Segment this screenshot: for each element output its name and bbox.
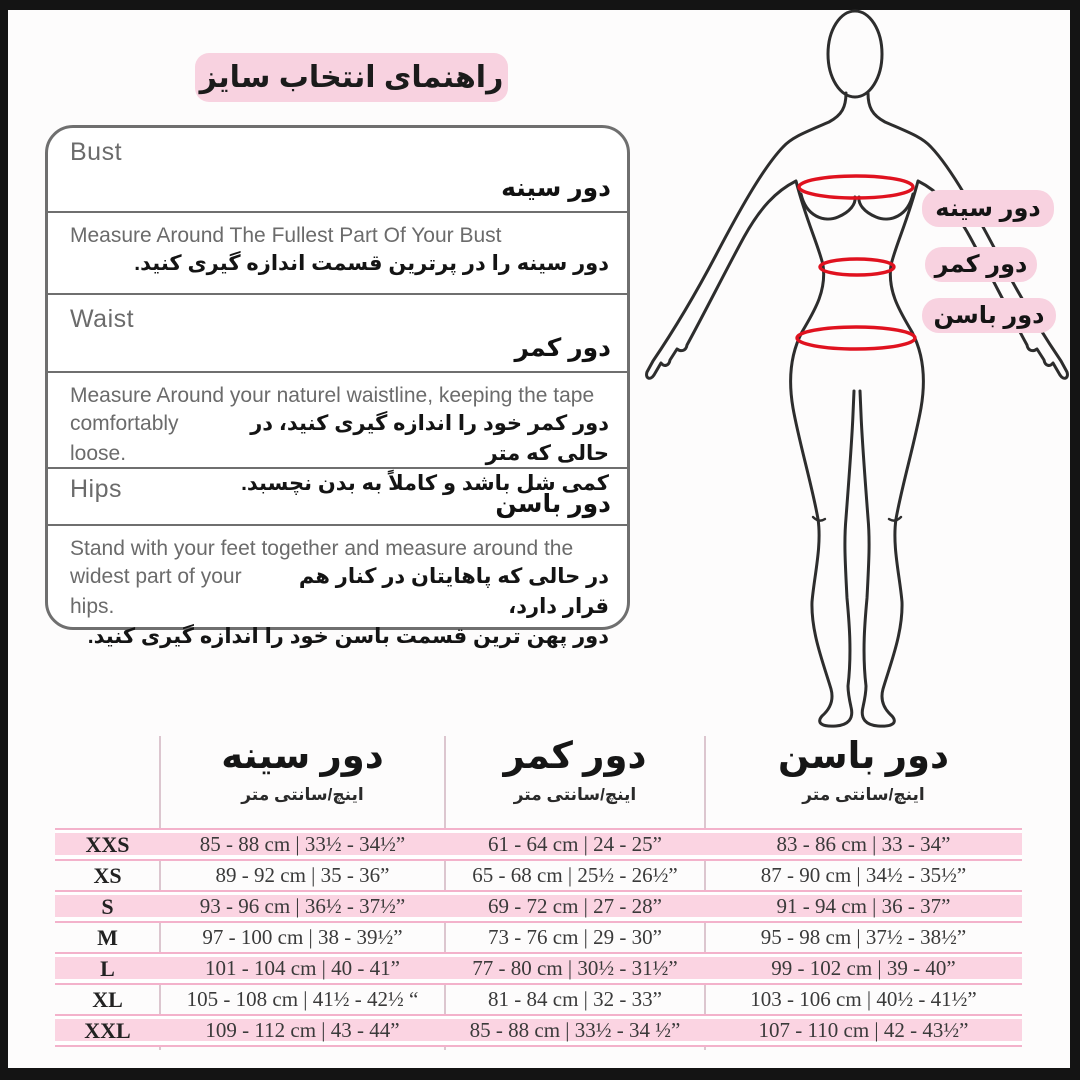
size-label: XXS	[85, 831, 130, 857]
hips-title-en: Hips	[70, 475, 123, 503]
size-label: XS	[93, 862, 122, 888]
page-title: راهنمای انتخاب سایز	[195, 53, 508, 102]
hips-desc-fa-1: در حالی که پاهایتان در کنار هم قرار دارد،	[298, 565, 609, 618]
poster-content	[8, 10, 1070, 1068]
waist-value: 61 - 64 cm | 24 - 25”	[488, 832, 662, 856]
hips-desc-en-1: Stand with your feet together and measure around the	[70, 537, 574, 560]
waist-value: 65 - 68 cm | 25½ - 26½”	[472, 863, 678, 887]
bust-value: 85 - 88 cm | 33½ - 34½”	[199, 832, 406, 856]
waist-value: 69 - 72 cm | 27 - 28”	[488, 894, 662, 918]
waist-value: 77 - 80 cm | 30½ - 31½”	[472, 956, 678, 980]
table-row-m	[55, 923, 1022, 954]
bust-value: 101 - 104 cm | 40 - 41”	[205, 956, 400, 980]
hips-value: 95 - 98 cm | 37½ - 38½”	[760, 925, 967, 949]
bust-title-en: Bust	[70, 138, 123, 166]
waist-value: 81 - 84 cm | 32 - 33”	[488, 987, 662, 1011]
hips-title-fa: دور باسن	[495, 490, 611, 518]
waist-desc-fa-2: کمی شل باشد و کاملاً به بدن نچسبد.	[241, 472, 609, 495]
hips-value: 91 - 94 cm | 36 - 37”	[776, 894, 951, 918]
table-row-xl	[55, 985, 1022, 1016]
table-header-waist-units: اینچ/سانتی متر	[513, 785, 637, 804]
table-row-xxl	[55, 1016, 1022, 1047]
table-header-waist	[445, 736, 705, 805]
bust-value: 93 - 96 cm | 36½ - 37½”	[199, 894, 406, 918]
hips-value: 107 - 110 cm | 42 - 43½”	[758, 1018, 969, 1042]
hips-value: 83 - 86 cm | 33 - 34”	[776, 832, 951, 856]
bust-value: 89 - 92 cm | 35 - 36”	[215, 863, 390, 887]
bust-value: 97 - 100 cm | 38 - 39½”	[202, 925, 403, 949]
size-label: XXL	[84, 1017, 131, 1043]
waist-value: 85 - 88 cm | 33½ - 34 ½”	[469, 1018, 681, 1042]
waist-desc-en-1: Measure Around your naturel waistline, keeping the tape	[70, 384, 595, 407]
waist-desc-en-2: comfortably loose.	[70, 412, 179, 465]
size-label: XL	[92, 986, 123, 1012]
table-header-bust-title: دور سینه	[221, 735, 384, 776]
table-header-waist-title: دور کمر	[503, 735, 647, 776]
bust-title-fa: دور سینه	[501, 174, 611, 202]
table-header-hips-units: اینچ/سانتی متر	[802, 785, 925, 804]
table-header-bust	[160, 736, 445, 805]
table-row-s	[55, 892, 1022, 923]
figure-label-hips: دور باسن	[922, 298, 1056, 333]
size-table	[55, 828, 1022, 1047]
table-row-xs	[55, 861, 1022, 892]
table-header-bust-units: اینچ/سانتی متر	[241, 785, 364, 804]
table-header-hips	[705, 736, 1022, 805]
table-row-l	[55, 954, 1022, 985]
size-label: M	[97, 924, 118, 950]
hips-desc-en-2: widest part of your hips.	[70, 565, 242, 618]
size-label: L	[100, 955, 115, 981]
bust-value: 105 - 108 cm | 41½ - 42½ “	[186, 987, 419, 1011]
hips-desc-fa-2: دور پهن ترین قسمت باسن خود را اندازه گیری کنید.	[87, 625, 609, 648]
table-header-hips-title: دور باسن	[777, 735, 950, 776]
hips-value: 87 - 90 cm | 34½ - 35½”	[760, 863, 967, 887]
size-label: S	[101, 893, 114, 919]
table-row-xxs	[55, 830, 1022, 861]
bust-value: 109 - 112 cm | 43 - 44”	[205, 1018, 400, 1042]
bust-desc-fa: دور سینه را در پرترین قسمت اندازه گیری کنید.	[134, 252, 609, 275]
waist-title-en: Waist	[70, 305, 135, 333]
waist-title-fa: دور کمر	[514, 334, 611, 362]
hips-value: 99 - 102 cm | 39 - 40”	[771, 956, 956, 980]
hips-value: 103 - 106 cm | 40½ - 41½”	[750, 987, 977, 1011]
bust-desc-en: Measure Around The Fullest Part Of Your Bust	[70, 224, 502, 247]
waist-value: 73 - 76 cm | 29 - 30”	[488, 925, 662, 949]
figure-label-waist: دور کمر	[925, 247, 1037, 282]
figure-label-bust: دور سینه	[922, 190, 1054, 227]
waist-desc-fa-1: دور کمر خود را اندازه گیری کنید، در حالی که متر	[250, 412, 609, 465]
